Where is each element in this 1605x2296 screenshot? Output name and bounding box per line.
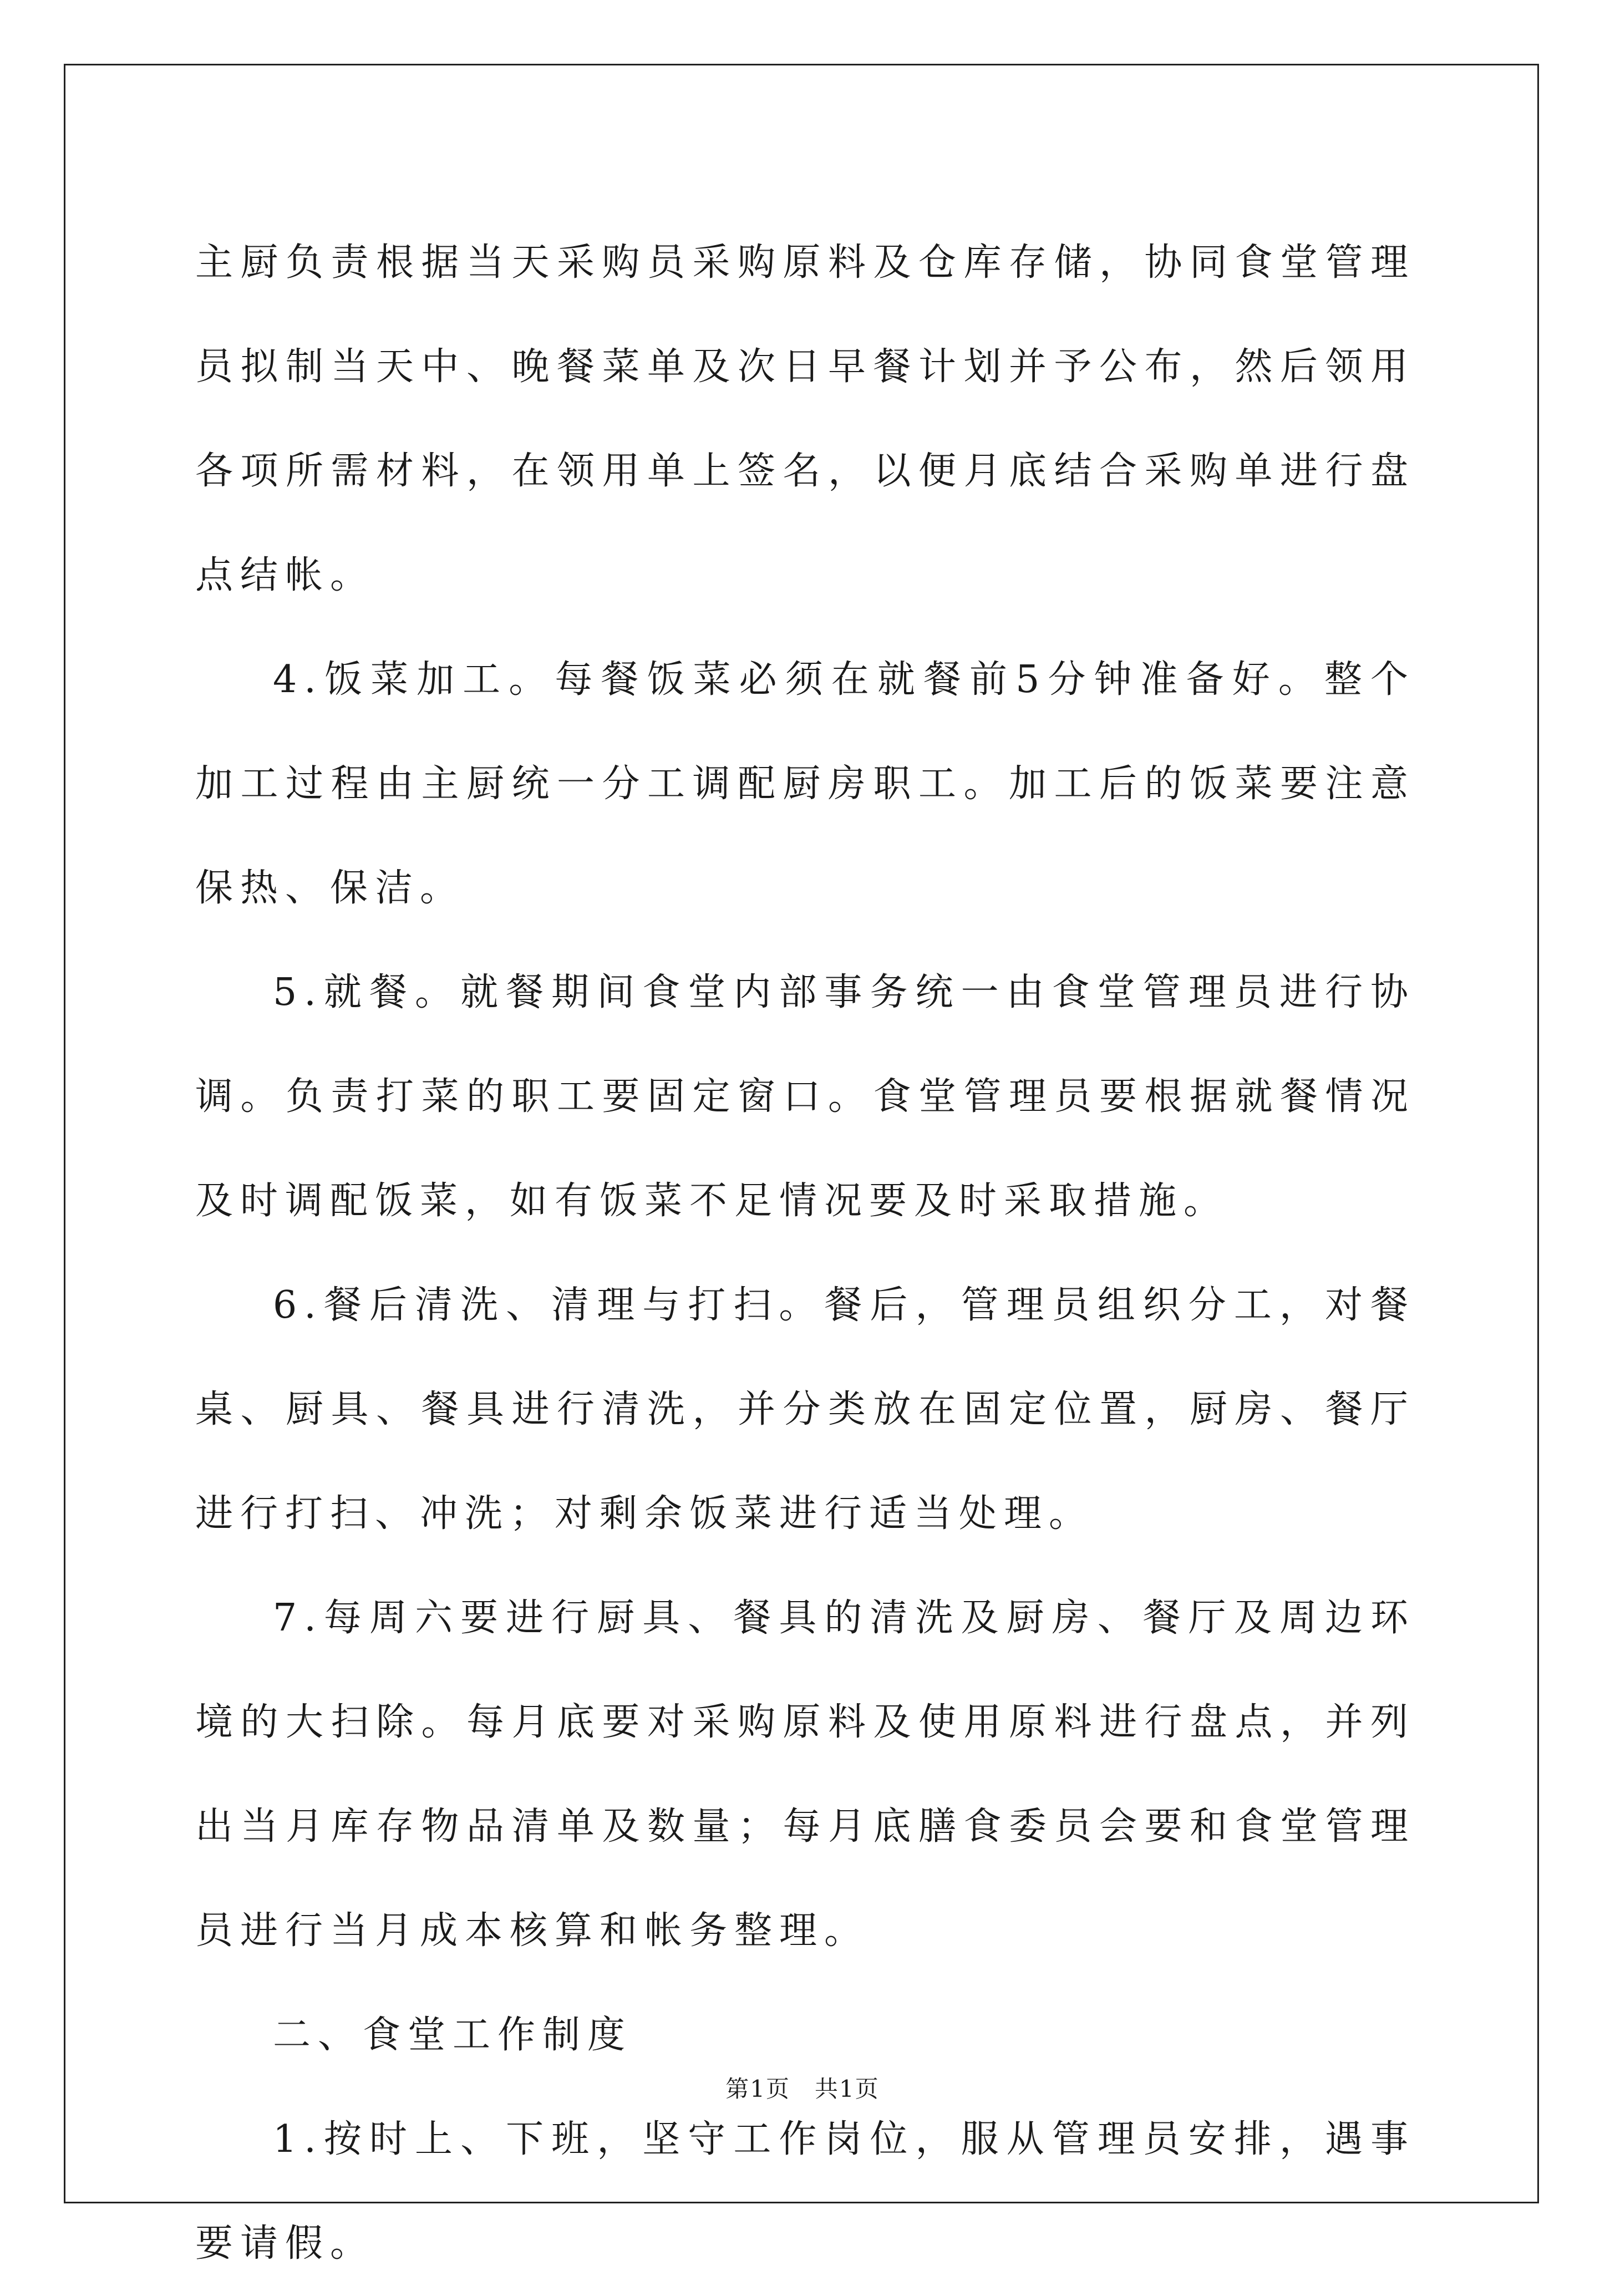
paragraph-5: 7.每周六要进行厨具、餐具的清洗及厨房、餐厅及周边环境的大扫除。每月底要对采购原料及使用原料进行盘点，并列出当月库存物品清单及数量；每月底膳食委员会要和食堂管理员进行当月成本核算和帐务整理。 xyxy=(195,1596,1415,1953)
paragraph-4: 6.餐后清洗、清理与打扫。餐后，管理员组织分工，对餐桌、厨具、餐具进行清洗，并分类放在固定位置，厨房、餐厅进行打扫、冲洗；对剩余饭菜进行适当处理。 xyxy=(195,1283,1415,1536)
page-total: 共1页 xyxy=(815,2075,880,2102)
paragraph-2: 4.饭菜加工。每餐饭菜必须在就餐前5分钟准备好。整个加工过程由主厨统一分工调配厨房职工。加工后的饭菜要注意保热、保洁。 xyxy=(195,658,1415,910)
paragraph-3: 5.就餐。就餐期间食堂内部事务统一由食堂管理员进行协调。负责打菜的职工要固定窗口。食堂管理员要根据就餐情况及时调配饭菜，如有饭菜不足情况要及时采取措施。 xyxy=(195,971,1415,1223)
document-body xyxy=(195,211,1415,2296)
page-footer xyxy=(0,2073,1605,2106)
paragraph-1: 主厨负责根据当天采购员采购原料及仓库存储，协同食堂管理员拟制当天中、晚餐菜单及次日早餐计划并予公布，然后领用各项所需材料，在领用单上签名，以便月底结合采购单进行盘点结帐。 xyxy=(195,241,1415,597)
section-heading: 二、食堂工作制度 xyxy=(273,2013,633,2057)
paragraph-6: 1.按时上、下班，坚守工作岗位，服从管理员安排，遇事要请假。 xyxy=(195,2117,1415,2265)
page-number: 第1页 xyxy=(725,2075,790,2102)
